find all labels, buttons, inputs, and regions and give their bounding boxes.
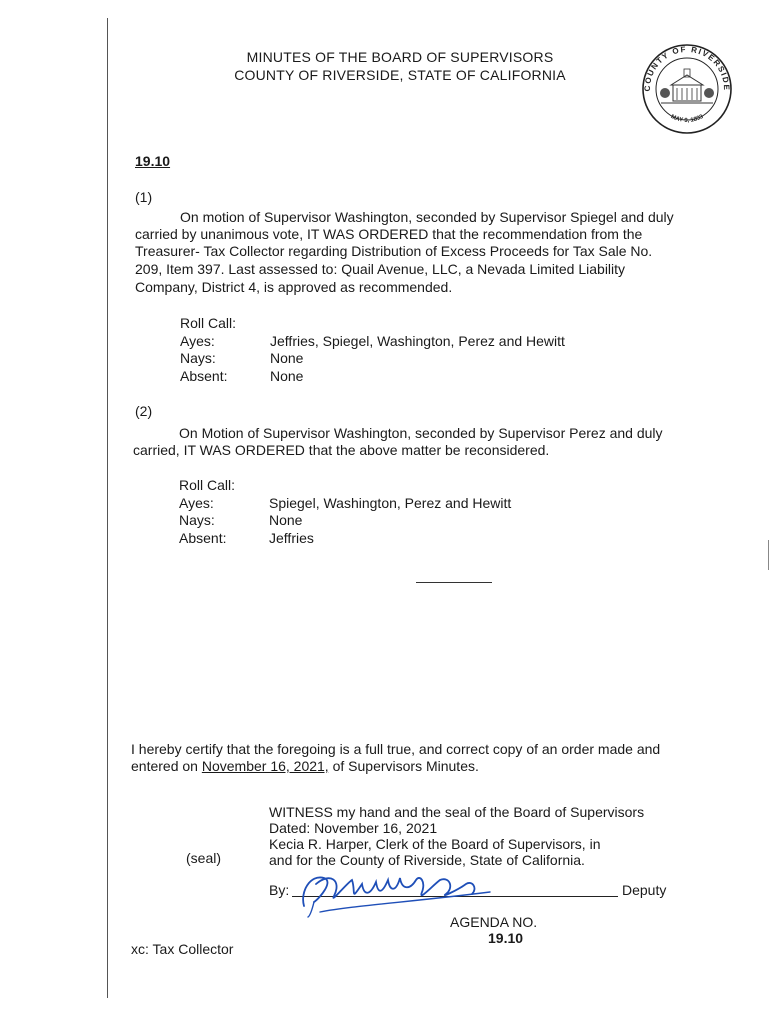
svg-text:MAY 9, 1893: MAY 9, 1893 [669, 114, 705, 124]
motion-1-text-line: carried by unanimous vote, IT WAS ORDERED that the recommendation from the [135, 226, 643, 242]
witness-line: WITNESS my hand and the seal of the Board of Supervisors [269, 804, 645, 820]
certification-date: November 16, 2021, [201, 758, 329, 774]
witness-clerk-line: Kecia R. Harper, Clerk of the Board of Supervisors, in [269, 836, 601, 852]
motion-1-text-line: Treasurer- Tax Collector regarding Distribution of Excess Proceeds for Tax Sale No. [135, 243, 653, 259]
absent-label: Absent: [179, 530, 227, 546]
nays-value: None [270, 350, 304, 366]
roll-call-2-absent [179, 530, 314, 547]
left-margin-rule [107, 18, 108, 998]
ayes-value: Spiegel, Washington, Perez and Hewitt [269, 495, 512, 511]
handwritten-signature [290, 862, 500, 918]
motion-1-text-line: On motion of Supervisor Washington, seconded by Supervisor Spiegel and duly [180, 209, 674, 225]
header-title-line2: COUNTY OF RIVERSIDE, STATE OF CALIFORNIA [234, 67, 566, 83]
nays-label: Nays: [179, 512, 215, 528]
right-edge-mark [768, 540, 769, 570]
roll-call-2-title: Roll Call: [179, 477, 236, 493]
absent-value: Jeffries [269, 530, 314, 546]
section-separator [416, 582, 492, 583]
nays-value: None [269, 512, 303, 528]
ayes-label: Ayes: [179, 495, 214, 511]
by-label: By: [269, 882, 290, 898]
ayes-value: Jeffries, Spiegel, Washington, Perez and Hewitt [270, 333, 565, 349]
absent-value: None [270, 368, 304, 384]
roll-call-2-nays [179, 512, 302, 529]
agenda-number: 19.10 [488, 930, 524, 946]
witness-dated: Dated: November 16, 2021 [269, 820, 438, 836]
witness-county-line: and for the County of Riverside, State of California. [269, 852, 585, 868]
motion-1-text-line: 209, Item 397. Last assessed to: Quail Avenue, LLC, a Nevada Limited Liability [135, 261, 626, 277]
svg-text:COUNTY OF RIVERSIDE: COUNTY OF RIVERSIDE [642, 44, 732, 92]
roll-call-1-nays [180, 350, 303, 367]
certification-line2 [131, 758, 479, 775]
motion-2-text-line: carried, IT WAS ORDERED that the above matter be reconsidered. [133, 442, 550, 458]
nays-label: Nays: [180, 350, 216, 366]
certification-line1: I hereby certify that the foregoing is a full true, and correct copy of an order made and [131, 741, 661, 757]
certification-suffix: of Supervisors Minutes. [328, 758, 479, 774]
certification-prefix: entered on [131, 758, 202, 774]
roll-call-2-ayes [179, 495, 511, 512]
motion-1-text-line: Company, District 4, is approved as recommended. [135, 279, 453, 295]
header-title-line1: MINUTES OF THE BOARD OF SUPERVISORS [246, 49, 554, 65]
ayes-label: Ayes: [180, 333, 215, 349]
county-seal-logo [641, 43, 733, 135]
roll-call-1-title: Roll Call: [180, 315, 237, 331]
motion-1-label: (1) [135, 189, 153, 205]
roll-call-1-ayes [180, 333, 565, 350]
motion-2-label: (2) [135, 403, 153, 419]
deputy-label: Deputy [622, 882, 667, 898]
absent-label: Absent: [180, 368, 228, 384]
agenda-label: AGENDA NO. [450, 914, 538, 930]
seal-label: (seal) [186, 850, 222, 866]
roll-call-1-absent [180, 368, 303, 385]
item-number-heading: 19.10 [135, 153, 171, 169]
cc-tax-collector: xc: Tax Collector [131, 941, 234, 957]
motion-2-text-line: On Motion of Supervisor Washington, seconded by Supervisor Perez and duly [179, 425, 663, 441]
